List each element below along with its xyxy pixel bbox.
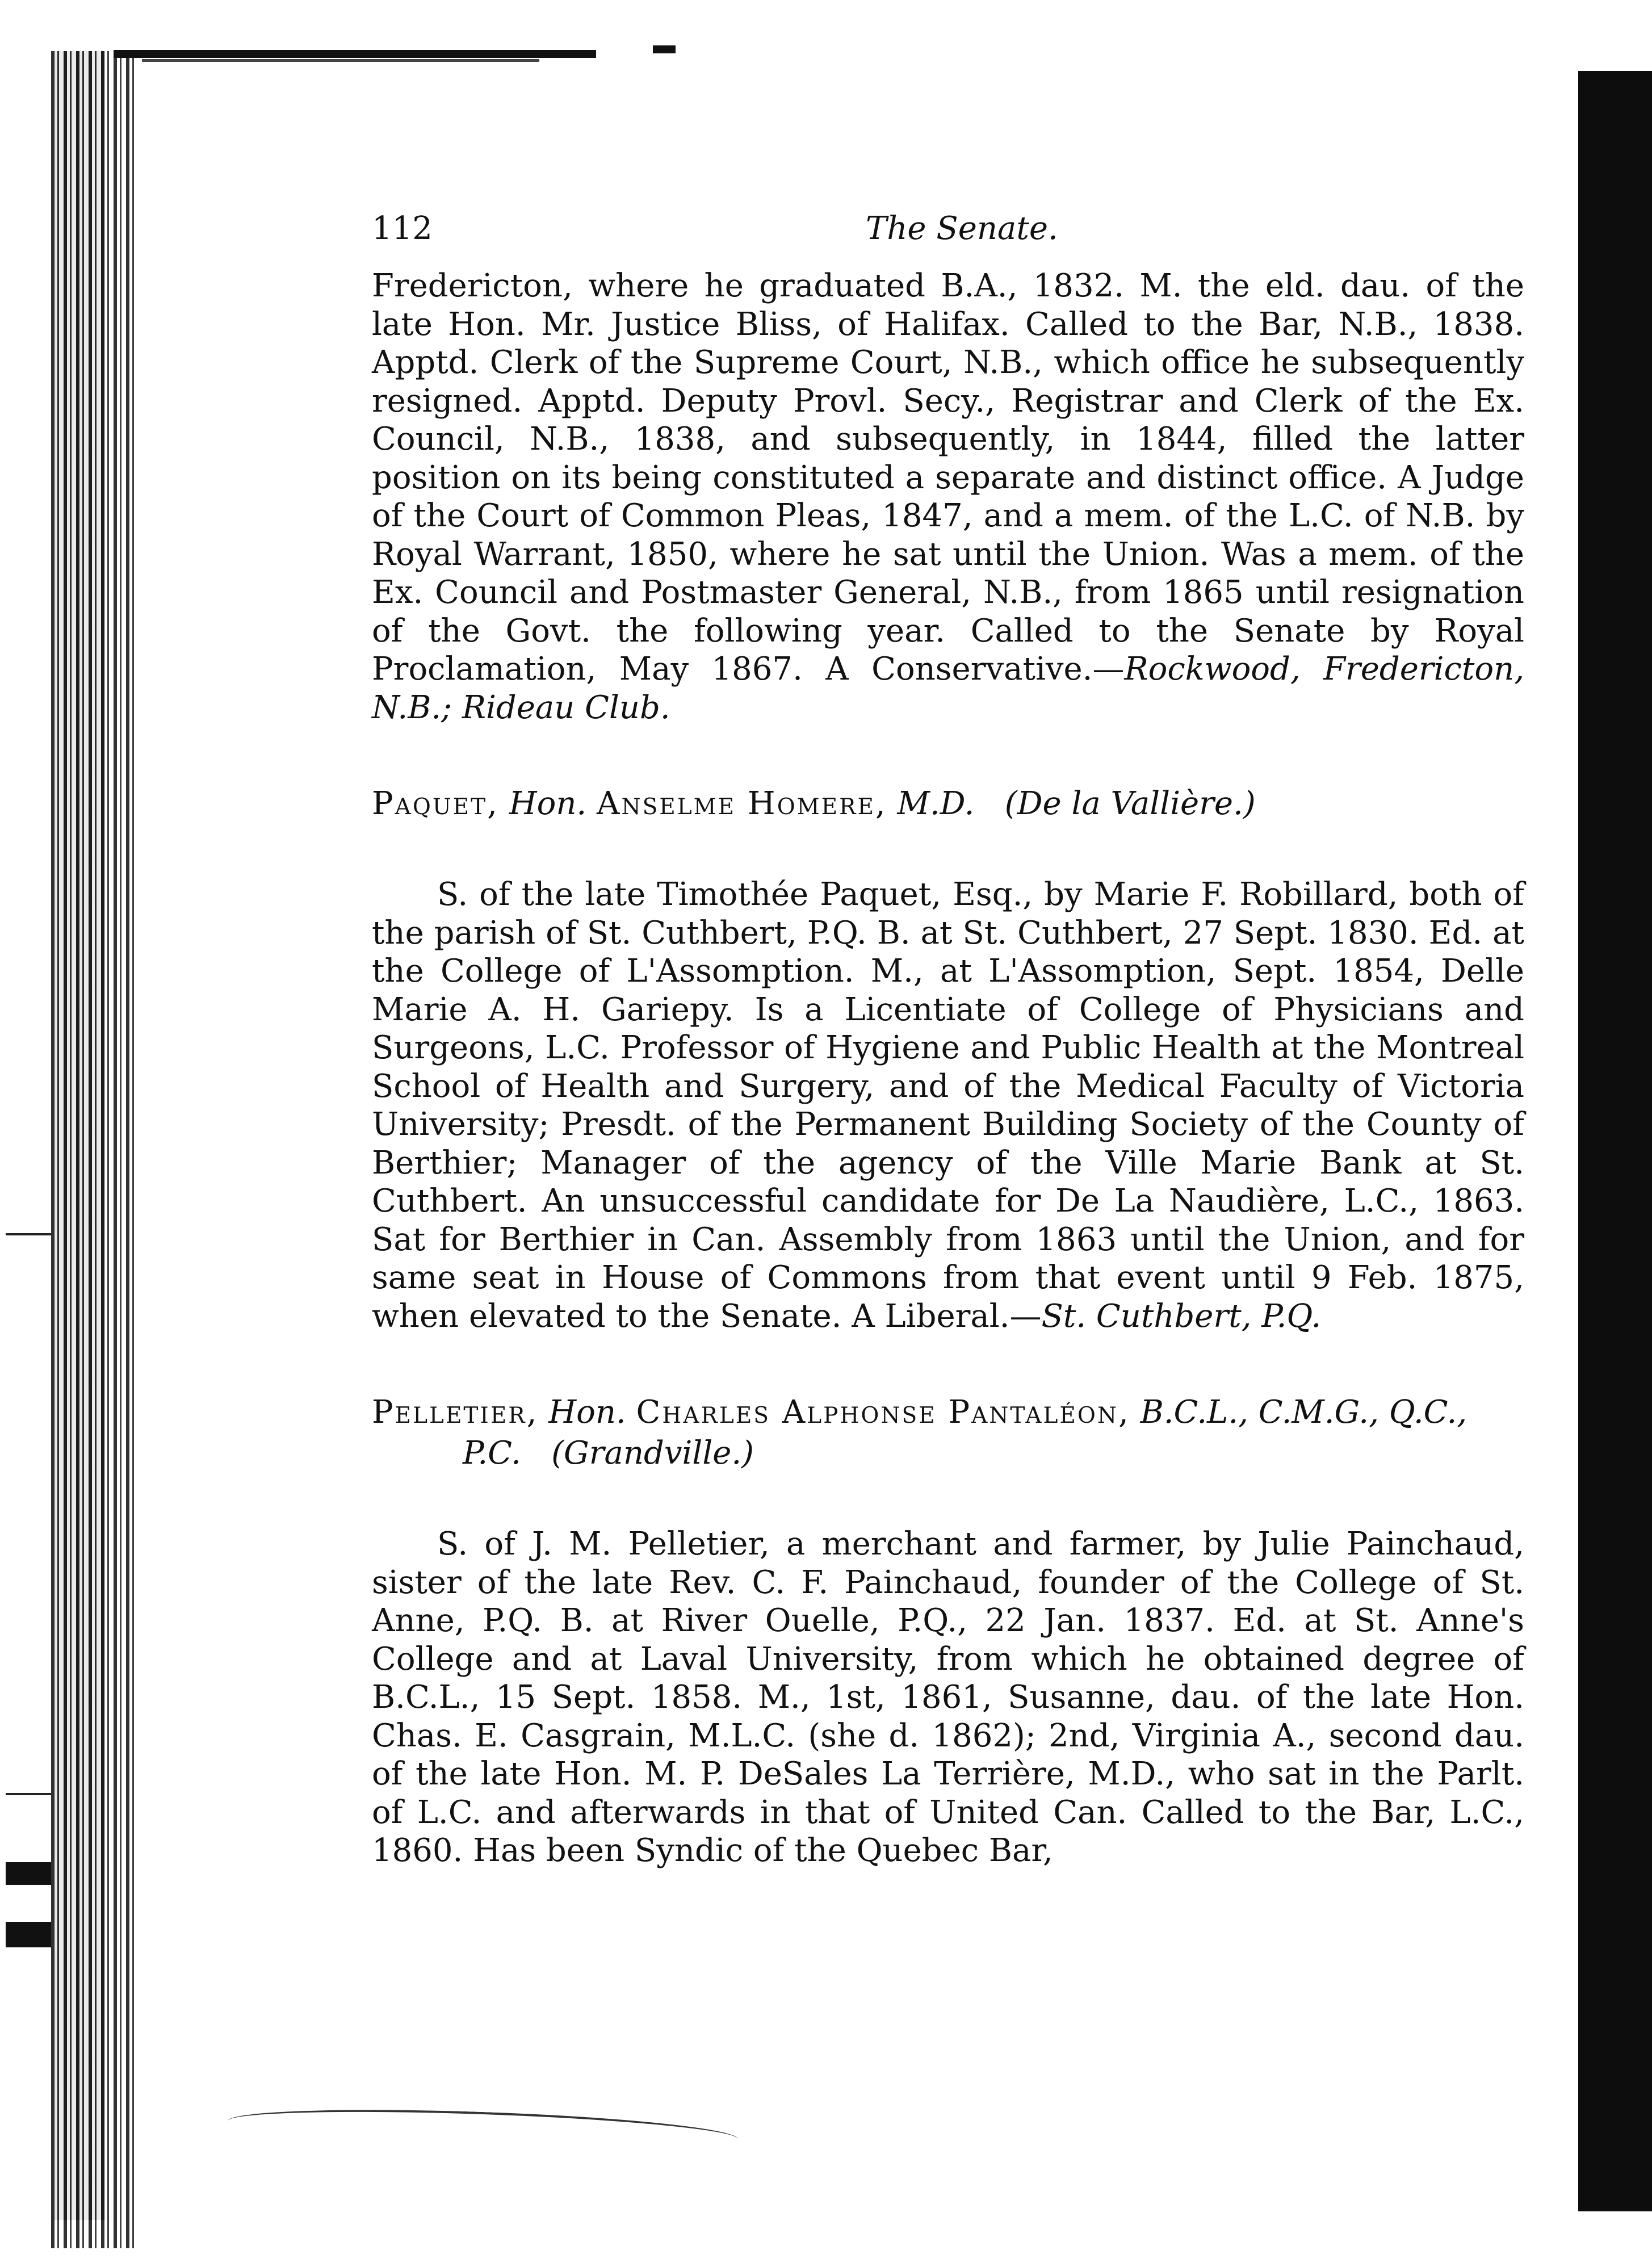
running-head — [372, 210, 1524, 267]
scan-margin-mark — [6, 1233, 51, 1235]
entry-body — [372, 875, 1524, 1335]
entry-continuation — [372, 267, 1524, 727]
scan-top-rule-thin — [142, 59, 539, 62]
entry-surname: Paquet, — [372, 785, 499, 822]
running-title: The Senate. — [866, 210, 1058, 247]
entry-given-names: Anselme Homere, — [597, 785, 887, 822]
entry-honorific: Hon. — [509, 785, 587, 822]
entry-riding: (De la Vallière.) — [1004, 785, 1256, 822]
entry-address: Rockwood, Fredericton, N.B.; Rideau Club. — [372, 651, 1524, 726]
entry-degrees: B.C.L., C.M.G., Q.C., P.C. — [463, 1394, 1467, 1472]
entry-paquet — [372, 783, 1524, 1335]
entry-text: Fredericton, where he graduated B.A., 1832. M. the eld. dau. of the late Hon. Mr. Justice Bliss, of Halifax. Called to the Bar, N.B., 1838. Apptd. Clerk of the Supreme Court, N.B., which office he subsequently resigned. Apptd. Deputy Provl. Secy., Registrar and Clerk of the Ex. Council, N.B., 1838, and subsequently, in 1844, filled the latter position on its being constituted a separate and distinct office. A Judge of the Court of Common Pleas, 1847, and a mem. of the L.C. of N.B. by Royal Warrant, 1850, where he sat until the Union. Was a mem. of the Ex. Council and Postmaster General, N.B., from 1865 until resignation of the Govt. the following year. Called to the Senate by Royal Proclamation, May 1867. A Conservative.— — [372, 267, 1524, 688]
entry-riding: (Grandville.) — [551, 1435, 754, 1472]
scan-top-rule — [114, 50, 596, 58]
scan-margin-block — [6, 1862, 51, 1885]
page-number: 112 — [372, 210, 433, 247]
entry-surname: Pelletier, — [372, 1394, 539, 1431]
entry-honorific: Hon. — [548, 1394, 626, 1431]
scan-top-blot — [653, 45, 676, 53]
scan-margin-mark — [6, 1793, 51, 1795]
entry-heading — [372, 1392, 1524, 1474]
entry-body — [372, 1525, 1524, 1870]
entry-degrees: M.D. — [897, 785, 975, 822]
scan-left-edge-texture — [51, 51, 136, 2248]
entry-given-names: Charles Alphonse Pantaléon, — [636, 1394, 1130, 1431]
entry-address: St. Cuthbert, P.Q. — [1041, 1297, 1322, 1335]
entry-text: S. of J. M. Pelletier, a merchant and farmer, by Julie Painchaud, sister of the late Rev. C. F. Painchaud, founder of the College of St. Anne, P.Q. B. at River Ouelle, P.Q., 22 Jan. 1837. Ed. at St. Anne's College and at Laval University, from which he obtained degree of B.C.L., 15 Sept. 1858. M., 1st, 1861, Susanne, dau. of the late Hon. Chas. E. Casgrain, M.L.C. (she d. 1862); 2nd, Virginia A., second dau. of the late Hon. M. P. DeSales La Terrière, M.D., who sat in the Parlt. of L.C. and afterwards in that of United Can. Called to the Bar, L.C., 1860. Has been Syndic of the Quebec Bar, — [372, 1526, 1524, 1869]
entry-pelletier — [372, 1392, 1524, 1870]
entry-heading — [372, 783, 1524, 824]
entry-text: S. of the late Timothée Paquet, Esq., by Marie F. Robillard, both of the parish of St. Cuthbert, P.Q. B. at St. Cuthbert, 27 Sept. 1830. Ed. at the College of L'Assomption. M., at L'Assomption, Sept. 1854, Delle Marie A. H. Gariepy. Is a Licentiate of College of Physicians and Surgeons, L.C. Professor of Hygiene and Public Health at the Montreal School of Health and Surgery, and of the Medical Faculty of Victoria University; Presdt. of the Permanent Building Society of the County of Berthier; Manager of the agency of the Ville Marie Bank at St. Cuthbert. An unsuccessful candidate for De La Naudière, L.C., 1863. Sat for Berthier in Can. Assembly from 1863 until the Union, and for same seat in House of Commons from that event until 9 Feb. 1875, when elevated to the Senate. A Liberal.— — [372, 876, 1524, 1335]
scan-margin-block — [6, 1922, 51, 1947]
scan-right-binding-shadow — [1578, 71, 1652, 2211]
scan-bottom-curve — [227, 2103, 739, 2157]
entry-body — [372, 267, 1524, 727]
page — [372, 210, 1524, 1870]
